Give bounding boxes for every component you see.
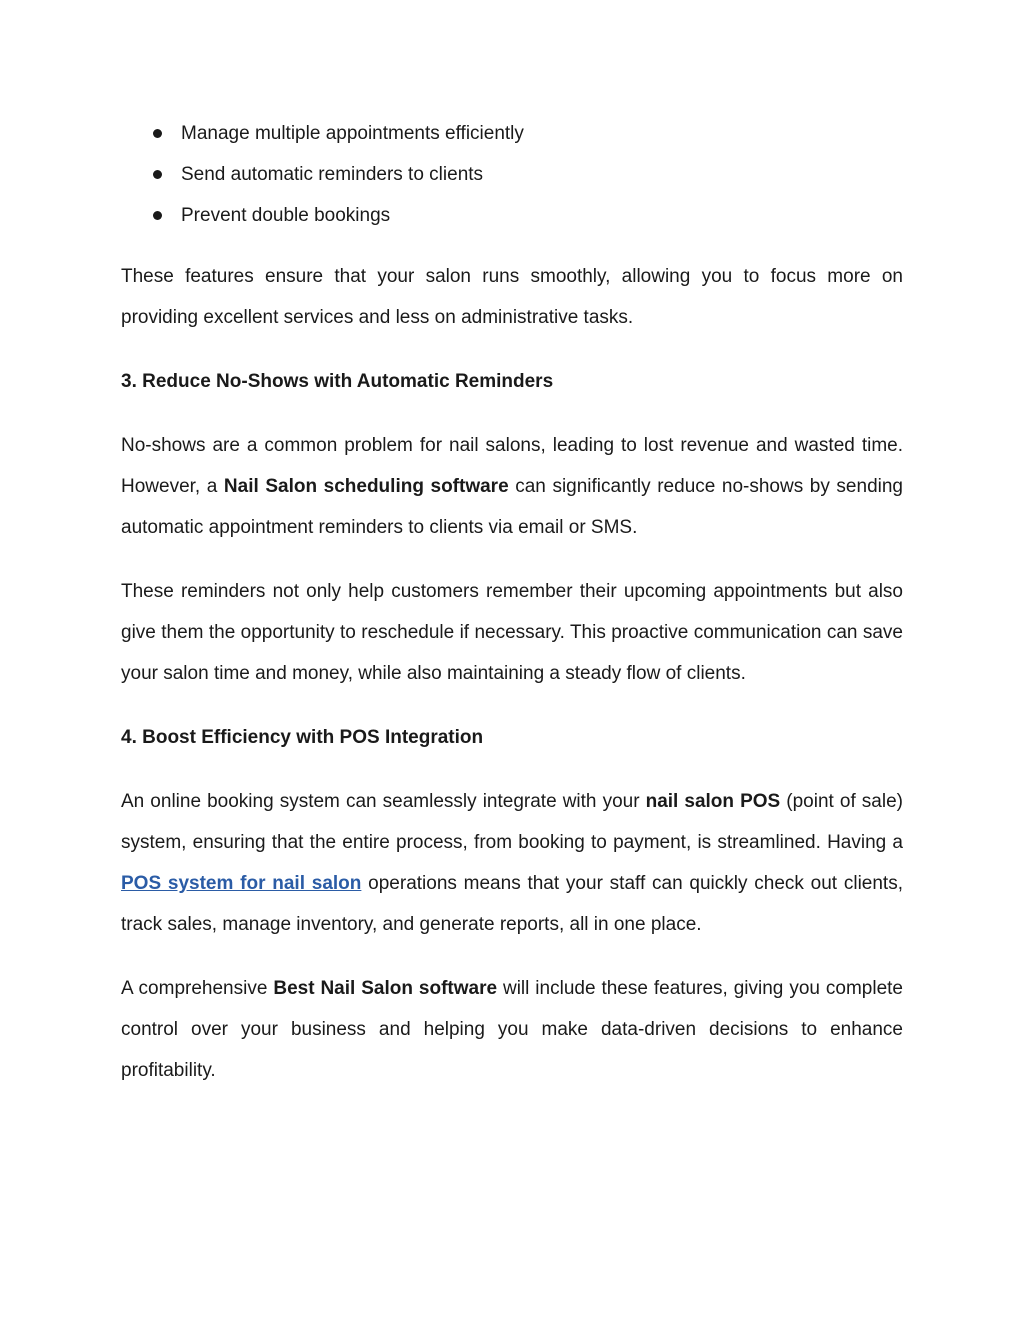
section-4-heading: 4. Boost Efficiency with POS Integration [121, 727, 484, 748]
bold-term-nail-salon-pos: nail salon POS [645, 791, 781, 812]
section-3-heading: 3. Reduce No-Shows with Automatic Reminders [121, 371, 554, 392]
bullet-dot-icon [153, 170, 162, 179]
pos-integration-paragraph: An online booking system can seamlessly integrate with your nail salon POS (point of sale) system, ensuring that the entire process, from booking to payment, is streamlined. Having a POS system for nail salon operations means that your staff can quickly check out clients, track sales, manage inventory, and generate reports, all in one place. [121, 791, 903, 935]
bold-term-best-software: Best Nail Salon software [273, 978, 498, 999]
features-summary-paragraph: These features ensure that your salon runs smoothly, allowing you to focus more on providing excellent services and less on administrative tasks. [121, 266, 903, 328]
bullet-item: Prevent double bookings [121, 195, 903, 236]
bullet-dot-icon [153, 129, 162, 138]
bullet-dot-icon [153, 211, 162, 220]
feature-bullet-list [121, 113, 903, 236]
bullet-item: Send automatic reminders to clients [121, 154, 903, 195]
reminders-paragraph: These reminders not only help customers remember their upcoming appointments but also give them the opportunity to reschedule if necessary. This proactive communication can save your salon time and money, while also maintaining a steady flow of clients. [121, 581, 903, 684]
best-software-paragraph: A comprehensive Best Nail Salon software will include these features, giving you complete control over your business and helping you make data-driven decisions to enhance profitability. [121, 978, 903, 1081]
bullet-item: Manage multiple appointments efficiently [121, 113, 903, 154]
bold-term-scheduling-software: Nail Salon scheduling software [223, 476, 509, 497]
document-page [121, 113, 903, 1091]
pos-system-link[interactable]: POS system for nail salon [121, 873, 362, 894]
no-shows-paragraph: No-shows are a common problem for nail salons, leading to lost revenue and wasted time. However, a Nail Salon scheduling software can significantly reduce no-shows by sending automatic appointment reminders to clients via email or SMS. [121, 435, 903, 538]
